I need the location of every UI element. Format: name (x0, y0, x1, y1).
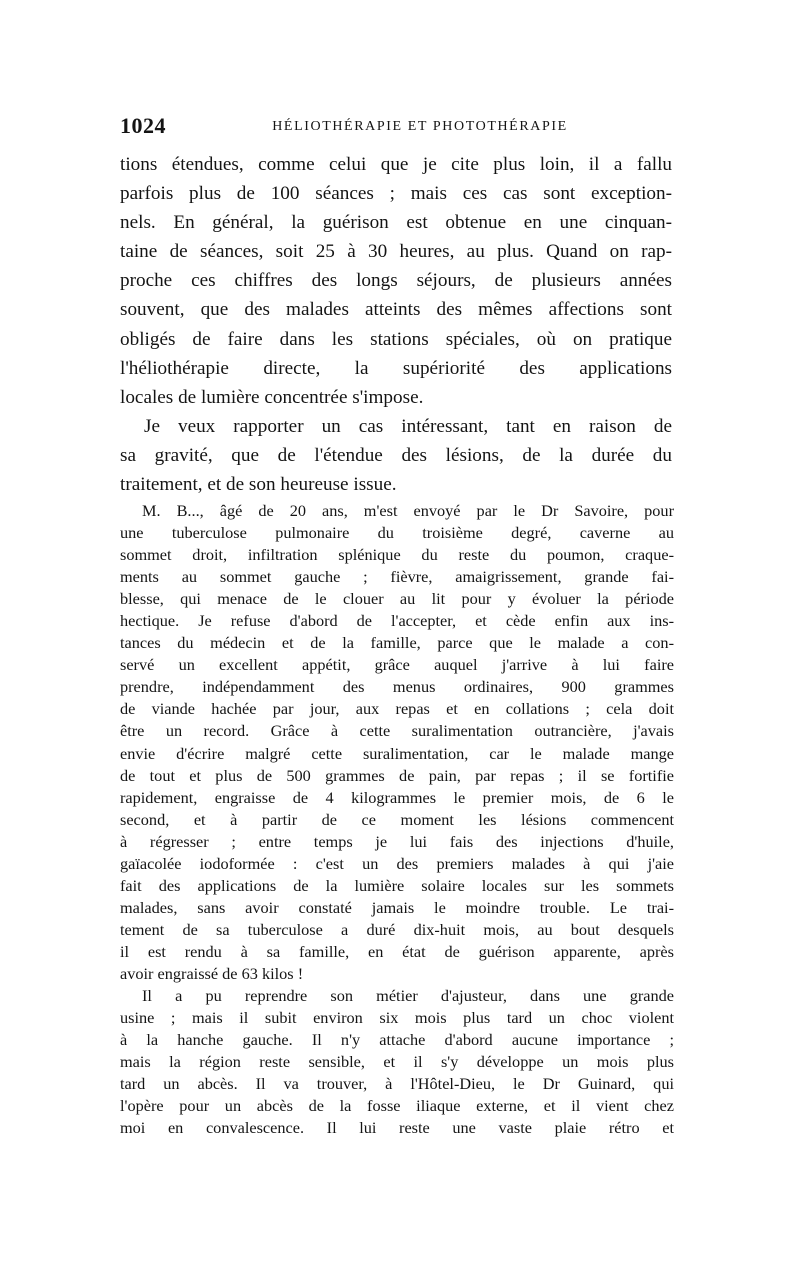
case-line: avoir engraissé de 63 kilos ! (120, 963, 304, 983)
case-line: à la hanche gauche. Il n'y attache d'abord aucune importance ; (120, 1030, 674, 1050)
case-line: malades, sans avoir constaté jamais le moindre trouble. Le trai- (120, 897, 674, 917)
case-line: prendre, indépendamment des menus ordinaires, 900 grammes (120, 677, 674, 697)
page-header (120, 113, 680, 143)
case-line: mais la région reste sensible, et il s'y développe un mois plus (120, 1052, 674, 1072)
page-number: 1024 (120, 113, 166, 138)
body-line: taine de séances, soit 25 à 30 heures, au plus. Quand on rap- (120, 241, 672, 263)
case-line: moi en convalescence. Il lui reste une vaste plaie rétro et (120, 1118, 674, 1138)
case-line: rapidement, engraisse de 4 kilogrammes le premier mois, de 6 le (120, 787, 674, 807)
case-line: gaïacolée iodoformée : c'est un des premiers malades à qui j'aie (120, 853, 674, 873)
case-line: usine ; mais il subit environ six mois plus tard un choc violent (120, 1008, 674, 1028)
running-title: HÉLIOTHÉRAPIE ET PHOTOTHÉRAPIE (272, 119, 568, 134)
body-line: l'héliothérapie directe, la supériorité des applications (120, 357, 672, 379)
case-line: fait des applications de la lumière solaire locales sur les sommets (120, 875, 674, 895)
body-line: Je veux rapporter un cas intéressant, tant en raison de (144, 415, 672, 437)
case-line: de tout et plus de 500 grammes de pain, par repas ; il se fortifie (120, 765, 674, 785)
case-line: être un record. Grâce à cette suralimentation outrancière, j'avais (120, 721, 674, 741)
body-line: nels. En général, la guérison est obtenue en une cinquan- (120, 212, 672, 234)
body-line: tions étendues, comme celui que je cite plus loin, il a fallu (120, 154, 672, 175)
body-line: traitement, et de son heureuse issue. (120, 474, 397, 496)
case-line: Il a pu reprendre son métier d'ajusteur, dans une grande (142, 986, 674, 1006)
body-line: sa gravité, que de l'étendue des lésions, de la durée du (120, 444, 672, 466)
case-line: tard un abcès. Il va trouver, à l'Hôtel-Dieu, le Dr Guinard, qui (120, 1074, 674, 1094)
case-line: ments au sommet gauche ; fièvre, amaigrissement, grande fai- (120, 567, 674, 587)
body-line: proche ces chiffres des longs séjours, de plusieurs années (120, 270, 672, 292)
case-line: envie d'écrire malgré cette suralimentation, car le malade mange (120, 743, 674, 763)
case-line: tances du médecin et de la famille, parce que le malade a con- (120, 633, 674, 653)
case-line: M. B..., âgé de 20 ans, m'est envoyé par le Dr Savoire, pour (142, 501, 674, 520)
case-line: hectique. Je refuse d'abord de l'accepter, et cède enfin aux ins- (120, 611, 674, 631)
body-line: obligés de faire dans les stations spéciales, où on pratique (120, 328, 672, 350)
case-line: de viande hachée par jour, aux repas et en collations ; cela doit (120, 699, 674, 719)
case-line: blesse, qui menace de le clouer au lit pour y évoluer la période (120, 589, 674, 609)
case-line: sommet droit, infiltration splénique du reste du poumon, craque- (120, 545, 674, 565)
body-line: souvent, que des malades atteints des mêmes affections sont (120, 299, 672, 321)
case-line: une tuberculose pulmonaire du troisième degré, caverne au (120, 523, 674, 543)
case-line: à régresser ; entre temps je lui fais des injections d'huile, (120, 831, 674, 851)
body-line: locales de lumière concentrée s'impose. (120, 386, 424, 408)
body-paragraphs (120, 150, 672, 499)
case-line: second, et à partir de ce moment les lésions commencent (120, 809, 674, 829)
case-line: tement de sa tuberculose a duré dix-huit mois, au bout desquels (120, 919, 674, 939)
case-line: il est rendu à sa famille, en état de guérison apparente, après (120, 941, 674, 961)
case-line: servé un excellent appétit, grâce auquel j'arrive à lui faire (120, 655, 674, 675)
case-report (120, 500, 674, 1139)
case-line: l'opère pour un abcès de la fosse iliaque externe, et il vient chez (120, 1096, 674, 1116)
body-line: parfois plus de 100 séances ; mais ces cas sont exception- (120, 183, 672, 205)
